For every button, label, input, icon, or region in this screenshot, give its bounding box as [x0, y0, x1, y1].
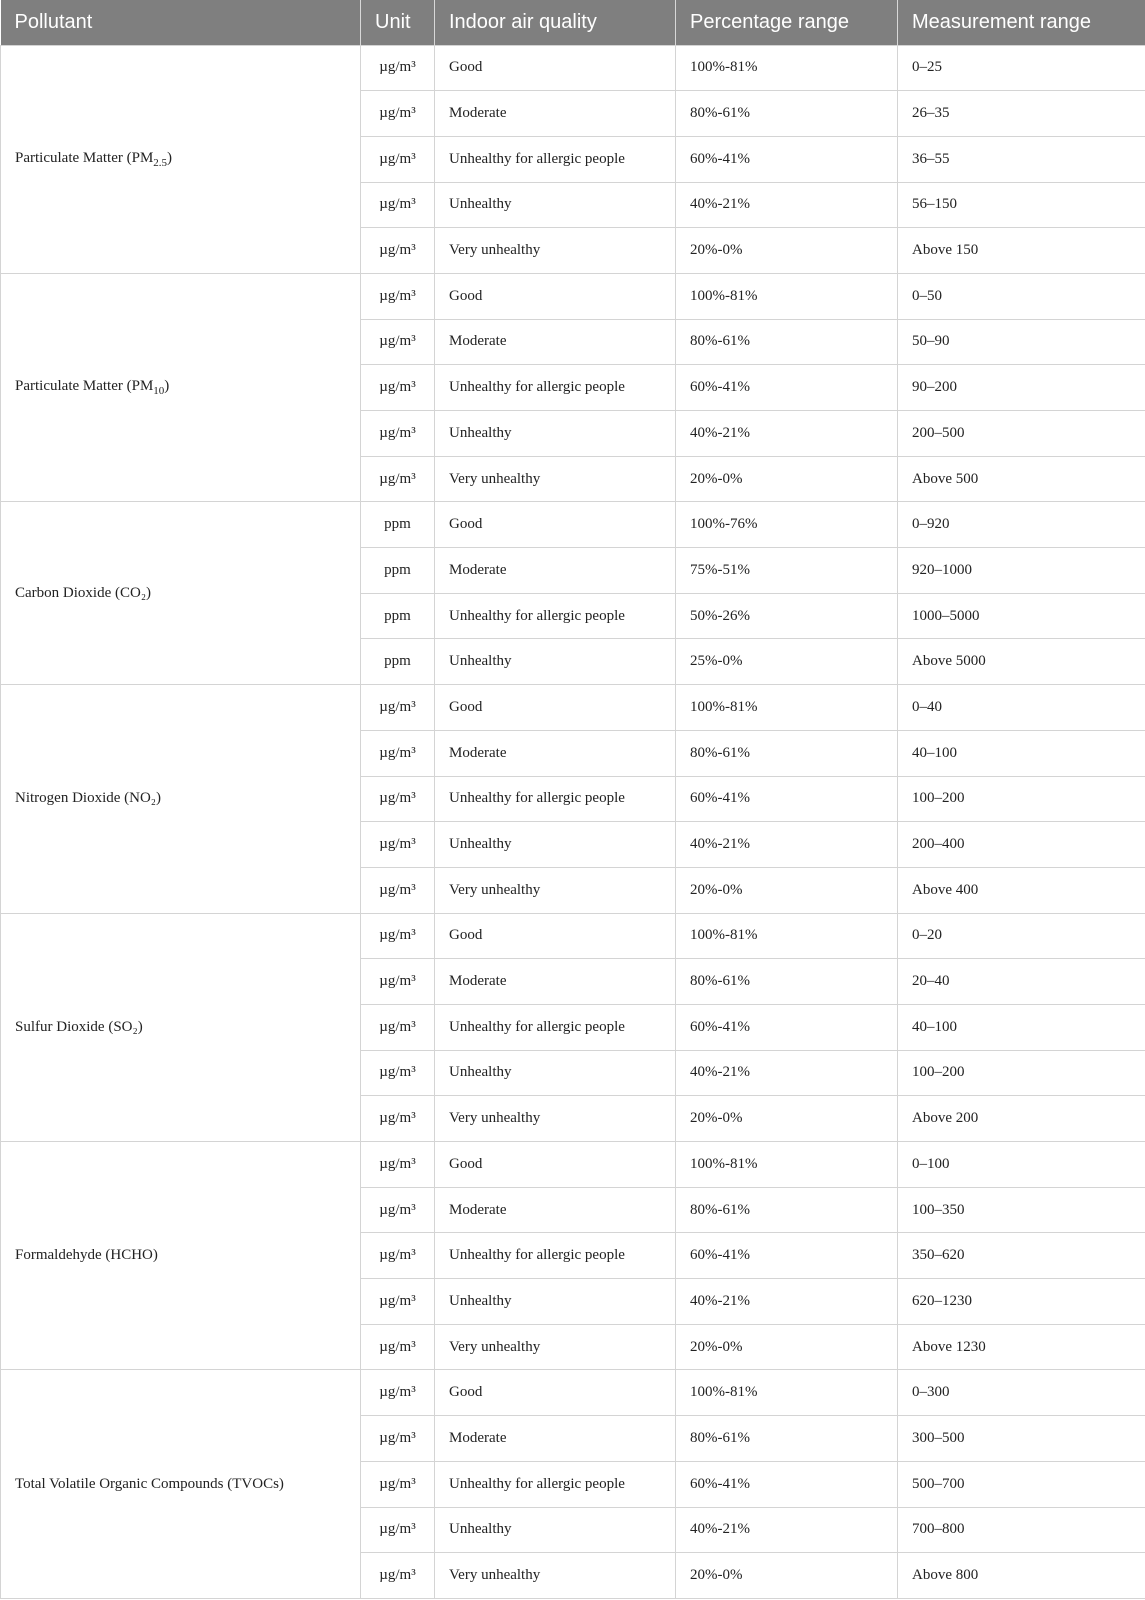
- quality-cell: Good: [435, 913, 676, 959]
- quality-cell: Unhealthy: [435, 1050, 676, 1096]
- measurement-range-cell: 0–20: [898, 913, 1145, 959]
- measurement-range-cell: 100–200: [898, 776, 1145, 822]
- quality-cell: Very unhealthy: [435, 456, 676, 502]
- table-row: [1, 913, 1145, 959]
- percentage-cell: 20%-0%: [676, 456, 898, 502]
- quality-cell: Unhealthy: [435, 822, 676, 868]
- unit-cell: µg/m³: [361, 91, 435, 137]
- measurement-range-cell: 200–500: [898, 411, 1145, 457]
- measurement-range-cell: 0–100: [898, 1142, 1145, 1188]
- quality-cell: Very unhealthy: [435, 1096, 676, 1142]
- unit-cell: µg/m³: [361, 1096, 435, 1142]
- table-row: [1, 273, 1145, 319]
- unit-cell: µg/m³: [361, 365, 435, 411]
- unit-cell: µg/m³: [361, 1324, 435, 1370]
- pollutant-cell: [1, 273, 361, 501]
- header-indoor-air-quality: Indoor air quality: [435, 0, 676, 45]
- percentage-cell: 80%-61%: [676, 319, 898, 365]
- measurement-range-cell: 0–25: [898, 45, 1145, 91]
- quality-cell: Unhealthy for allergic people: [435, 136, 676, 182]
- unit-cell: µg/m³: [361, 1187, 435, 1233]
- unit-cell: ppm: [361, 548, 435, 594]
- pollutant-name-tail: ): [167, 149, 173, 166]
- percentage-cell: 25%-0%: [676, 639, 898, 685]
- table-row: [1, 45, 1145, 91]
- measurement-range-cell: 200–400: [898, 822, 1145, 868]
- measurement-range-cell: 350–620: [898, 1233, 1145, 1279]
- quality-cell: Unhealthy for allergic people: [435, 776, 676, 822]
- quality-cell: Good: [435, 1370, 676, 1416]
- header-row: [1, 0, 1145, 45]
- percentage-cell: 100%-81%: [676, 273, 898, 319]
- percentage-cell: 100%-81%: [676, 45, 898, 91]
- quality-cell: Very unhealthy: [435, 1553, 676, 1599]
- percentage-cell: 40%-21%: [676, 411, 898, 457]
- quality-cell: Moderate: [435, 1187, 676, 1233]
- unit-cell: µg/m³: [361, 822, 435, 868]
- unit-cell: µg/m³: [361, 182, 435, 228]
- measurement-range-cell: Above 800: [898, 1553, 1145, 1599]
- measurement-range-cell: Above 1230: [898, 1324, 1145, 1370]
- pollutant-cell: [1, 1370, 361, 1598]
- unit-cell: µg/m³: [361, 1279, 435, 1325]
- quality-cell: Good: [435, 45, 676, 91]
- quality-cell: Good: [435, 1142, 676, 1188]
- pollutant-name: Particulate Matter (PM: [15, 149, 154, 166]
- percentage-cell: 20%-0%: [676, 1324, 898, 1370]
- unit-cell: µg/m³: [361, 1461, 435, 1507]
- pollutant-cell: [1, 45, 361, 273]
- unit-cell: µg/m³: [361, 959, 435, 1005]
- table-body: [1, 45, 1145, 1598]
- pollutant-subscript: 2.5: [153, 156, 168, 169]
- unit-cell: µg/m³: [361, 685, 435, 731]
- measurement-range-cell: 0–40: [898, 685, 1145, 731]
- percentage-cell: 100%-76%: [676, 502, 898, 548]
- percentage-cell: 40%-21%: [676, 822, 898, 868]
- percentage-cell: 100%-81%: [676, 1370, 898, 1416]
- quality-cell: Unhealthy for allergic people: [435, 1461, 676, 1507]
- unit-cell: µg/m³: [361, 1507, 435, 1553]
- table-row: [1, 502, 1145, 548]
- unit-cell: µg/m³: [361, 45, 435, 91]
- unit-cell: µg/m³: [361, 1004, 435, 1050]
- unit-cell: µg/m³: [361, 867, 435, 913]
- unit-cell: µg/m³: [361, 456, 435, 502]
- header-measurement-range: Measurement range: [898, 0, 1145, 45]
- measurement-range-cell: 620–1230: [898, 1279, 1145, 1325]
- percentage-cell: 80%-61%: [676, 730, 898, 776]
- quality-cell: Moderate: [435, 91, 676, 137]
- measurement-range-cell: 26–35: [898, 91, 1145, 137]
- unit-cell: µg/m³: [361, 411, 435, 457]
- pollutant-name: Total Volatile Organic Compounds (TVOCs): [15, 1475, 284, 1492]
- quality-cell: Unhealthy: [435, 182, 676, 228]
- percentage-cell: 40%-21%: [676, 182, 898, 228]
- unit-cell: µg/m³: [361, 913, 435, 959]
- unit-cell: µg/m³: [361, 1233, 435, 1279]
- quality-cell: Unhealthy for allergic people: [435, 1004, 676, 1050]
- measurement-range-cell: 0–50: [898, 273, 1145, 319]
- percentage-cell: 60%-41%: [676, 365, 898, 411]
- measurement-range-cell: 0–920: [898, 502, 1145, 548]
- measurement-range-cell: Above 500: [898, 456, 1145, 502]
- quality-cell: Very unhealthy: [435, 228, 676, 274]
- unit-cell: µg/m³: [361, 1553, 435, 1599]
- quality-cell: Unhealthy: [435, 639, 676, 685]
- unit-cell: ppm: [361, 639, 435, 685]
- pollutant-cell: [1, 685, 361, 913]
- measurement-range-cell: 500–700: [898, 1461, 1145, 1507]
- quality-cell: Good: [435, 273, 676, 319]
- table-row: [1, 1142, 1145, 1188]
- percentage-cell: 80%-61%: [676, 959, 898, 1005]
- percentage-cell: 100%-81%: [676, 913, 898, 959]
- measurement-range-cell: 20–40: [898, 959, 1145, 1005]
- measurement-range-cell: 920–1000: [898, 548, 1145, 594]
- unit-cell: µg/m³: [361, 730, 435, 776]
- quality-cell: Unhealthy: [435, 1507, 676, 1553]
- measurement-range-cell: 0–300: [898, 1370, 1145, 1416]
- unit-cell: ppm: [361, 593, 435, 639]
- quality-cell: Very unhealthy: [435, 1324, 676, 1370]
- quality-cell: Very unhealthy: [435, 867, 676, 913]
- percentage-cell: 20%-0%: [676, 1553, 898, 1599]
- pollutant-name-tail: ): [164, 378, 170, 395]
- percentage-cell: 75%-51%: [676, 548, 898, 594]
- unit-cell: µg/m³: [361, 1370, 435, 1416]
- header-percentage-range: Percentage range: [676, 0, 898, 45]
- pollutant-cell: [1, 1142, 361, 1370]
- unit-cell: µg/m³: [361, 1142, 435, 1188]
- pollutant-name: Sulfur Dioxide (SO₂): [15, 1018, 143, 1035]
- unit-cell: µg/m³: [361, 1050, 435, 1096]
- header-pollutant: Pollutant: [1, 0, 361, 45]
- percentage-cell: 60%-41%: [676, 1461, 898, 1507]
- quality-cell: Unhealthy: [435, 411, 676, 457]
- measurement-range-cell: 56–150: [898, 182, 1145, 228]
- measurement-range-cell: 1000–5000: [898, 593, 1145, 639]
- percentage-cell: 60%-41%: [676, 1233, 898, 1279]
- percentage-cell: 20%-0%: [676, 1096, 898, 1142]
- measurement-range-cell: 90–200: [898, 365, 1145, 411]
- measurement-range-cell: 300–500: [898, 1416, 1145, 1462]
- percentage-cell: 60%-41%: [676, 136, 898, 182]
- unit-cell: µg/m³: [361, 273, 435, 319]
- quality-cell: Moderate: [435, 548, 676, 594]
- measurement-range-cell: 100–350: [898, 1187, 1145, 1233]
- percentage-cell: 80%-61%: [676, 91, 898, 137]
- measurement-range-cell: Above 200: [898, 1096, 1145, 1142]
- unit-cell: ppm: [361, 502, 435, 548]
- measurement-range-cell: 700–800: [898, 1507, 1145, 1553]
- pollutant-name: Formaldehyde (HCHO): [15, 1247, 158, 1264]
- measurement-range-cell: Above 5000: [898, 639, 1145, 685]
- pollutant-cell: [1, 913, 361, 1141]
- percentage-cell: 80%-61%: [676, 1416, 898, 1462]
- quality-cell: Unhealthy for allergic people: [435, 593, 676, 639]
- unit-cell: µg/m³: [361, 1416, 435, 1462]
- measurement-range-cell: Above 400: [898, 867, 1145, 913]
- quality-cell: Unhealthy for allergic people: [435, 1233, 676, 1279]
- pollutant-name: Nitrogen Dioxide (NO₂): [15, 790, 162, 807]
- unit-cell: µg/m³: [361, 228, 435, 274]
- pollutant-subscript: 10: [153, 385, 165, 398]
- percentage-cell: 40%-21%: [676, 1507, 898, 1553]
- percentage-cell: 60%-41%: [676, 1004, 898, 1050]
- percentage-cell: 20%-0%: [676, 867, 898, 913]
- pollutant-name: Carbon Dioxide (CO₂): [15, 584, 152, 601]
- unit-cell: µg/m³: [361, 319, 435, 365]
- table-row: [1, 685, 1145, 731]
- percentage-cell: 60%-41%: [676, 776, 898, 822]
- quality-cell: Moderate: [435, 319, 676, 365]
- percentage-cell: 80%-61%: [676, 1187, 898, 1233]
- measurement-range-cell: 40–100: [898, 1004, 1145, 1050]
- quality-cell: Unhealthy: [435, 1279, 676, 1325]
- percentage-cell: 40%-21%: [676, 1050, 898, 1096]
- unit-cell: µg/m³: [361, 776, 435, 822]
- quality-cell: Moderate: [435, 1416, 676, 1462]
- quality-cell: Unhealthy for allergic people: [435, 365, 676, 411]
- measurement-range-cell: 36–55: [898, 136, 1145, 182]
- percentage-cell: 100%-81%: [676, 685, 898, 731]
- quality-cell: Moderate: [435, 959, 676, 1005]
- quality-cell: Moderate: [435, 730, 676, 776]
- pollutant-cell: [1, 502, 361, 685]
- percentage-cell: 20%-0%: [676, 228, 898, 274]
- quality-cell: Good: [435, 502, 676, 548]
- measurement-range-cell: 100–200: [898, 1050, 1145, 1096]
- table-row: [1, 1370, 1145, 1416]
- measurement-range-cell: 50–90: [898, 319, 1145, 365]
- percentage-cell: 40%-21%: [676, 1279, 898, 1325]
- pollutant-name: Particulate Matter (PM: [15, 378, 154, 395]
- percentage-cell: 100%-81%: [676, 1142, 898, 1188]
- percentage-cell: 50%-26%: [676, 593, 898, 639]
- table-header: [1, 0, 1145, 45]
- measurement-range-cell: Above 150: [898, 228, 1145, 274]
- unit-cell: µg/m³: [361, 136, 435, 182]
- measurement-range-cell: 40–100: [898, 730, 1145, 776]
- quality-cell: Good: [435, 685, 676, 731]
- header-unit: Unit: [361, 0, 435, 45]
